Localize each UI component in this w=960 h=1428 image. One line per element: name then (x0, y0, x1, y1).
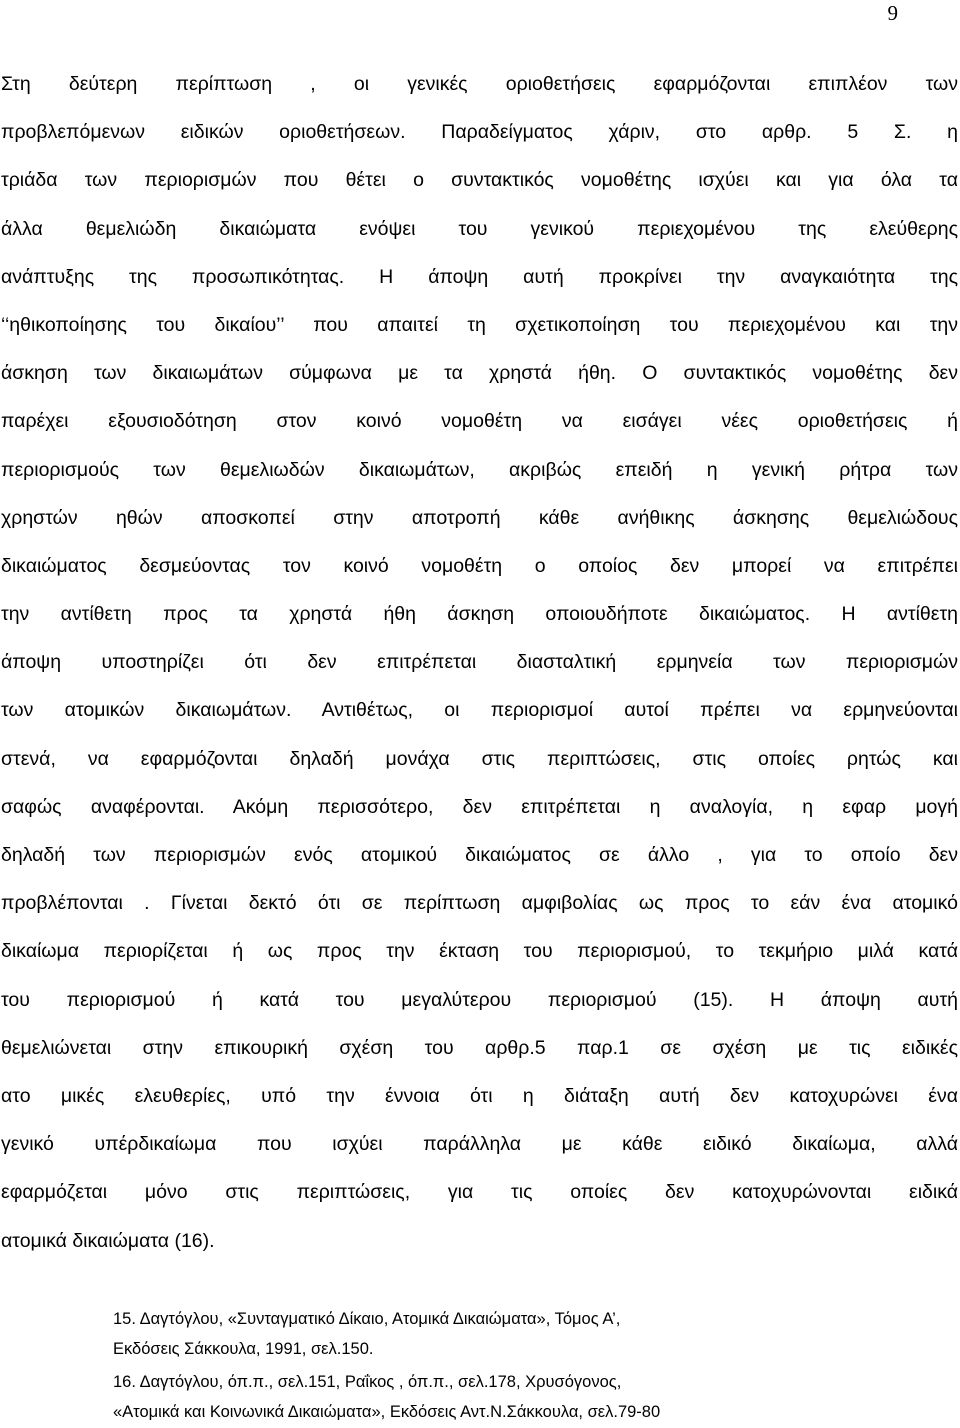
text-line: χρηστών ηθών αποσκοπεί στην αποτροπή κάθε ανήθικης άσκησης θεμελιώδους (1, 506, 958, 529)
text-line: θεμελιώνεται στην επικουρική σχέση του αρθρ.5 παρ.1 σε σχέση με τις ειδικές (1, 1036, 958, 1059)
text-line: ατομικά δικαιώματα (16). (1, 1229, 215, 1252)
text-line: εφαρμόζεται μόνο στις περιπτώσεις, για τις οποίες δεν κατοχυρώνονται ειδικά (1, 1181, 958, 1204)
text-line: την αντίθετη προς τα χρηστά ήθη άσκηση οποιουδήποτε δικαιώματος. Η αντίθετη (1, 603, 958, 626)
text-line: προβλέπονται . Γίνεται δεκτό ότι σε περίπτωση αμφιβολίας ως προς το εάν ένα ατομικό (1, 892, 958, 915)
text-line: άποψη υποστηρίζει ότι δεν επιτρέπεται διασταλτική ερμηνεία των περιορισμών (1, 651, 958, 674)
text-line: Στη δεύτερη περίπτωση , οι γενικές οριοθετήσεις εφαρμόζονται επιπλέον των (1, 73, 958, 95)
text-line: του περιορισμού ή κατά του μεγαλύτερου περιορισμού (15). Η άποψη αυτή (1, 988, 958, 1011)
text-line: παρέχει εξουσιοδότηση στον κοινό νομοθέτη να εισάγει νέες οριοθετήσεις ή (1, 410, 958, 433)
footnote-16-line-2: «Ατομικά και Κοινωνικά Δικαιώματα», Εκδόσεις Αντ.Ν.Σάκκουλα, σελ.79-80 (113, 1402, 661, 1421)
text-line: δηλαδή των περιορισμών ενός ατομικού δικαιώματος σε άλλο , για το οποίο δεν (1, 844, 958, 866)
text-line: ‘‘ηθικοποίησης του δικαίου’’ που απαιτεί τη σχετικοποίηση του περιεχομένου και την (1, 313, 958, 336)
page-number: 9 (887, 1, 898, 25)
text-line: άλλα θεμελιώδη δικαιώματα ενόψει του γενικού περιεχομένου της ελεύθερης (1, 217, 958, 240)
text-line: άσκηση των δικαιωμάτων σύμφωνα με τα χρηστά ήθη. Ο συντακτικός νομοθέτης δεν (1, 362, 958, 385)
text-line: περιορισμούς των θεμελιωδών δικαιωμάτων, ακριβώς επειδή η γενική ρήτρα των (1, 458, 958, 481)
text-line: ανάπτυξης της προσωπικότητας. Η άποψη αυτή προκρίνει την αναγκαιότητα της (1, 265, 958, 288)
text-line: γενικό υπέρδικαίωμα που ισχύει παράλληλα με κάθε ειδικό δικαίωμα, αλλά (1, 1133, 958, 1156)
text-line: προβλεπόμενων ειδικών οριοθετήσεων. Παραδείγματος χάριν, στο αρθρ. 5 Σ. η (1, 121, 958, 144)
footnotes (113, 1305, 823, 1427)
footnote-15-line-2: Εκδόσεις Σάκκουλα, 1991, σελ.150. (113, 1339, 374, 1358)
text-line: των ατομικών δικαιωμάτων. Αντιθέτως, οι περιορισμοί αυτοί πρέπει να ερμηνεύονται (1, 699, 958, 722)
footnote-16-line-1: 16. Δαγτόγλου, όπ.π., σελ.151, Ραΐκος , όπ.π., σελ.178, Χρυσόγονος, (113, 1373, 622, 1391)
text-line: δικαίωμα περιορίζεται ή ως προς την έκταση του περιορισμού, το τεκμήριο μιλά κατά (1, 940, 958, 963)
text-line: δικαιώματος δεσμεύοντας τον κοινό νομοθέτη ο οποίος δεν μπορεί να επιτρέπει (1, 554, 958, 577)
footnote-15-line-1: 15. Δαγτόγλου, «Συνταγματικό Δίκαιο, Ατομικά Δικαιώματα», Τόμος Α’, (113, 1310, 621, 1328)
text-line: στενά, να εφαρμόζονται δηλαδή μονάχα στις περιπτώσεις, στις οποίες ρητώς και (1, 747, 958, 770)
body-paragraph (0, 60, 960, 1265)
text-line: τριάδα των περιορισμών που θέτει ο συντακτικός νομοθέτης ισχύει και για όλα τα (1, 169, 958, 192)
text-line: σαφώς αναφέρονται. Ακόμη περισσότερο, δεν επιτρέπεται η αναλογία, η εφαρ μογή (1, 795, 958, 818)
text-line: ατο μικές ελευθερίες, υπό την έννοια ότι η διάταξη αυτή δεν κατοχυρώνει ένα (1, 1084, 958, 1107)
